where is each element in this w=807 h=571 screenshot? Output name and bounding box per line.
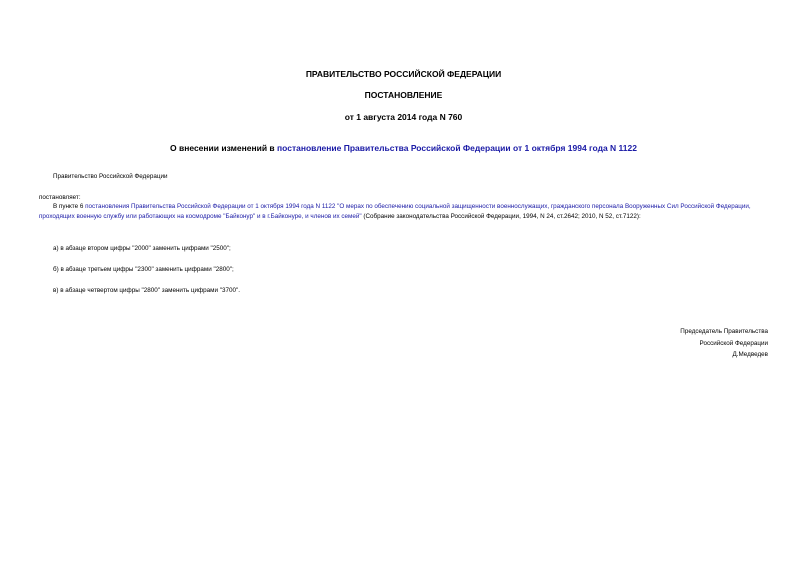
signature-position: Председатель Правительства [680, 328, 768, 335]
signature-block [680, 326, 768, 361]
paragraph-suffix: (Собрание законодательства Российской Федерации, 1994, N 24, ст.2642; 2010, N 52, ст.7122): [361, 212, 641, 220]
amendment-item-a: а) в абзаце втором цифры "2000" заменить цифрами "2500"; [53, 245, 231, 252]
title-reference-link[interactable]: постановление Правительства Российской Федерации от 1 октября 1994 года N 1122 [277, 143, 637, 153]
intro-text: Правительство Российской Федерации [53, 173, 168, 180]
title-prefix: О внесении изменений в [170, 143, 277, 153]
issuer-heading: ПРАВИТЕЛЬСТВО РОССИЙСКОЙ ФЕДЕРАЦИИ [305, 69, 502, 79]
resolution-reference-link[interactable]: постановления Правительства Российской Федерации от 1 октября 1994 года N 1122 "О мерах по обеспечению социальной защищенности военнослужащих, гражданского персонала Вооруженных Сил Российской Федерации, проходящих военную службу или работающих на космодроме "Байконур" и в г.Байконуре, и членов их семей" [39, 203, 751, 220]
decides-text: постановляет: [39, 194, 81, 201]
paragraph-prefix: В пункте 6 [53, 203, 86, 210]
document-title [0, 143, 807, 153]
main-paragraph [39, 202, 770, 221]
amendment-item-b: б) в абзаце третьем цифры "2300" заменить цифрами "2800"; [53, 266, 234, 273]
signature-name: Д.Медведев [732, 351, 768, 358]
document-date-number: от 1 августа 2014 года N 760 [344, 112, 463, 122]
amendment-item-c: в) в абзаце четвертом цифры "2800" заменить цифрами "3700". [53, 287, 240, 294]
signature-organization: Российской Федерации [699, 339, 768, 347]
document-type: ПОСТАНОВЛЕНИЕ [364, 90, 443, 100]
